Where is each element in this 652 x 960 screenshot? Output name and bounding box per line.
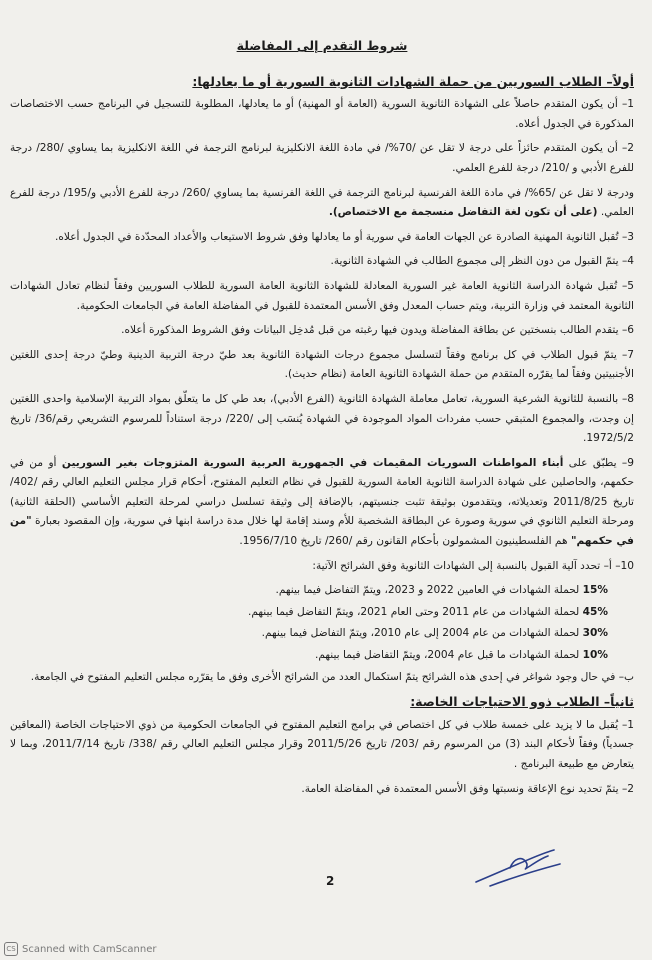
section-heading-special-needs: ثانياً– الطلاب ذوو الاحتياجات الخاصة: (410, 694, 634, 710)
clause-10: 10– أ– تحدد آلية القبول بالنسبة إلى الشهادات الثانوية وفق الشرائح الآتية: (312, 559, 634, 572)
document-body (10, 36, 634, 804)
tier-item (10, 646, 634, 666)
tier-percent: 15% (582, 584, 608, 597)
tier-item (10, 603, 634, 623)
tier-text: لحملة الشهادات من عام 2004 إلى عام 2010، ويتمّ التفاضل فيما بينهم. (261, 627, 580, 640)
watermark-text: Scanned with CamScanner (22, 943, 157, 955)
special-needs-clause-2: 2– يتمّ تحديد نوع الإعاقة ونسبتها وفق الأسس المعتمدة في المفاضلة العامة. (301, 782, 634, 795)
tier-text: لحملة الشهادات في العامين 2022 و 2023، ويتمّ التفاضل فيما بينهم. (275, 584, 580, 597)
clause-1: 1– أن يكون المتقدم حاصلاً على الشهادة الثانوية السورية (العامة أو المهنية) أو ما يعادلها، المطلوبة للتسجيل في البرنامج حسب الاختصاصات المذكورة في الجدول أعلاه. (10, 98, 634, 130)
clause-9-end: هم الفلسطينيون المشمولون بأحكام القانون رقم /260/ تاريخ 1956/7/10. (239, 535, 568, 548)
tier-percent: 30% (582, 627, 608, 640)
scanner-watermark (4, 942, 157, 956)
signature-image (470, 842, 566, 890)
clause-9 (10, 454, 634, 552)
tier-text: لحملة الشهادات ما قبل عام 2004، ويتمّ التفاضل فيما بينهم. (314, 649, 580, 662)
tier-text: لحملة الشهادات من عام 2011 وحتى العام 2021، ويتمّ التفاضل فيما بينهم. (247, 605, 580, 618)
tier-percent: 45% (582, 605, 608, 618)
clause-3: 3– تُقبل الثانوية المهنية الصادرة عن الجهات العامة في سورية أو ما يعادلها وفق شروط الاستيعاب والأعداد المحدّدة في الجدول أعلاه. (54, 230, 634, 243)
clause-9-lead: 9– يطبّق على (568, 456, 634, 469)
clause-7: 7– يتمّ قبول الطلاب في كل برنامج وفقاً لتسلسل مجموع درجات الشهادة الثانوية بعد طيّ درجة التربية الدينية وطيّ درجة إحدى اللغتين الأجنبيتين وفقاً لما يقرّره المتقدم من حملة الشهادة الثانوية العامة (نظام حديث). (10, 348, 634, 381)
special-needs-clause-1: 1– يُقبل ما لا يزيد على خمسة طلاب في كل اختصاص في برامج التعليم المفتوح في الجامعات الحكومية من ذوي الاحتياجات الخاصة (المعاقين جسدياً) وفقاً لأحكام البند (3) من المرسوم رقم /203/ تاريخ 2011/5/26 وقرار مجلس التعليم العالي رقم /338/ تاريخ 2011/7/14، وبما لا يتعارض مع طبيعة البرنامج . (10, 718, 635, 770)
clause-2-note: (على أن تكون لغة التفاضل منسجمة مع الاختصاص). (328, 206, 598, 219)
clause-8: 8– بالنسبة للثانوية الشرعية السورية، تعامل معاملة الشهادة الثانوية (الفرع الأدبي)، بعد طي كل ما يتعلّق بمواد التربية الإسلامية واحدى اللغتين إن وجدت، والمجموع المتبقي حسب مفردات المواد الموجودة في الشهادة يُنسَب إلى /220/ درجة استناداً للمرسوم التشريعي رقم/36/ تاريخ 1972/5/2. (10, 392, 634, 445)
camscanner-logo-icon: CS (4, 942, 18, 956)
section-heading-syrian-students: أولاً– الطلاب السوريين من حملة الشهادات الثانوية السورية أو ما يعادلها: (192, 73, 634, 89)
clause-2-english: 2– أن يكون المتقدم حائزاً على درجة لا تقل عن /70%/ في مادة اللغة الانكليزية لبرنامج الترجمة في اللغة الانكليزية بما يساوي /280/ درجة للفرع الأدبي و /210/ درجة للفرع العلمي. (10, 142, 635, 174)
tier-item (10, 624, 634, 644)
clause-9-rest: أو من في حكمهم، والحاصلين على شهادة الدراسة الثانوية العامة السورية للقبول في نظام التعليم المفتوح، أحكام قرار مجلس التعليم العالي رقم /402/ تاريخ 2011/8/25 وتعديلاته، ويتقدمون بوثيقة تثبت جنسيتهم، بالإضافة إلى وثيقة تسلسل دراسي لمرحلة التعليم الأساسي (الحلقة الثانية) ومرحلة التعليم الثانوي في سورية وصورة عن البطاقة الشخصية للأم وسند إقامة لها خلال مدة دراسة ابنها في سورية، وإن المقصود بعبارة (10, 456, 635, 528)
clause-5: 5– تُقبل شهادة الدراسة الثانوية العامة غير السورية المعادلة للشهادة الثانوية العامة السورية للطلاب السوريين وفقاً لنظام تعادل الشهادات الثانوية المعتمد في وزارة التربية، ويتم حساب المعدل وفق الأسس المعتمدة للقبول في المفاضلة العامة في الجامعات الحكومية. (10, 279, 634, 312)
clause-10-b: ب– في حال وجود شواغر في إحدى هذه الشرائح يتمّ استكمال العدد من الشرائح الأخرى وفق ما يقرّره مجلس التعليم المفتوح في الجامعة. (30, 670, 634, 683)
document-title: شروط التقدم إلى المفاضلة (236, 38, 408, 53)
tier-item (10, 581, 634, 601)
page-number: 2 (326, 874, 335, 888)
clause-6: 6– يتقدم الطالب بنسختين عن بطاقة المفاضلة ويدون فيها رغبته من قبل مُدخِل البيانات وفق الشروط المذكورة أعلاه. (121, 324, 634, 337)
clause-9-bold-quote: "من في حكمهم" (10, 515, 634, 548)
clause-4: 4– يتمّ القبول من دون النظر إلى مجموع الطالب في الشهادة الثانوية. (330, 255, 634, 268)
clause-2-french (10, 184, 634, 223)
clause-9-bold: أبناء المواطنات السوريات المقيمات في الجمهورية العربية السورية المتزوجات بغير السوريين (61, 456, 564, 469)
clause-2-french-text: ودرجة لا تقل عن /65%/ في مادة اللغة الفرنسية لبرنامج الترجمة في اللغة الفرنسية بما يساوي /260/ درجة للفرع الأدبي و/195/ درجة للفرع العلمي. (10, 186, 634, 219)
tier-percent: 10% (582, 649, 608, 662)
